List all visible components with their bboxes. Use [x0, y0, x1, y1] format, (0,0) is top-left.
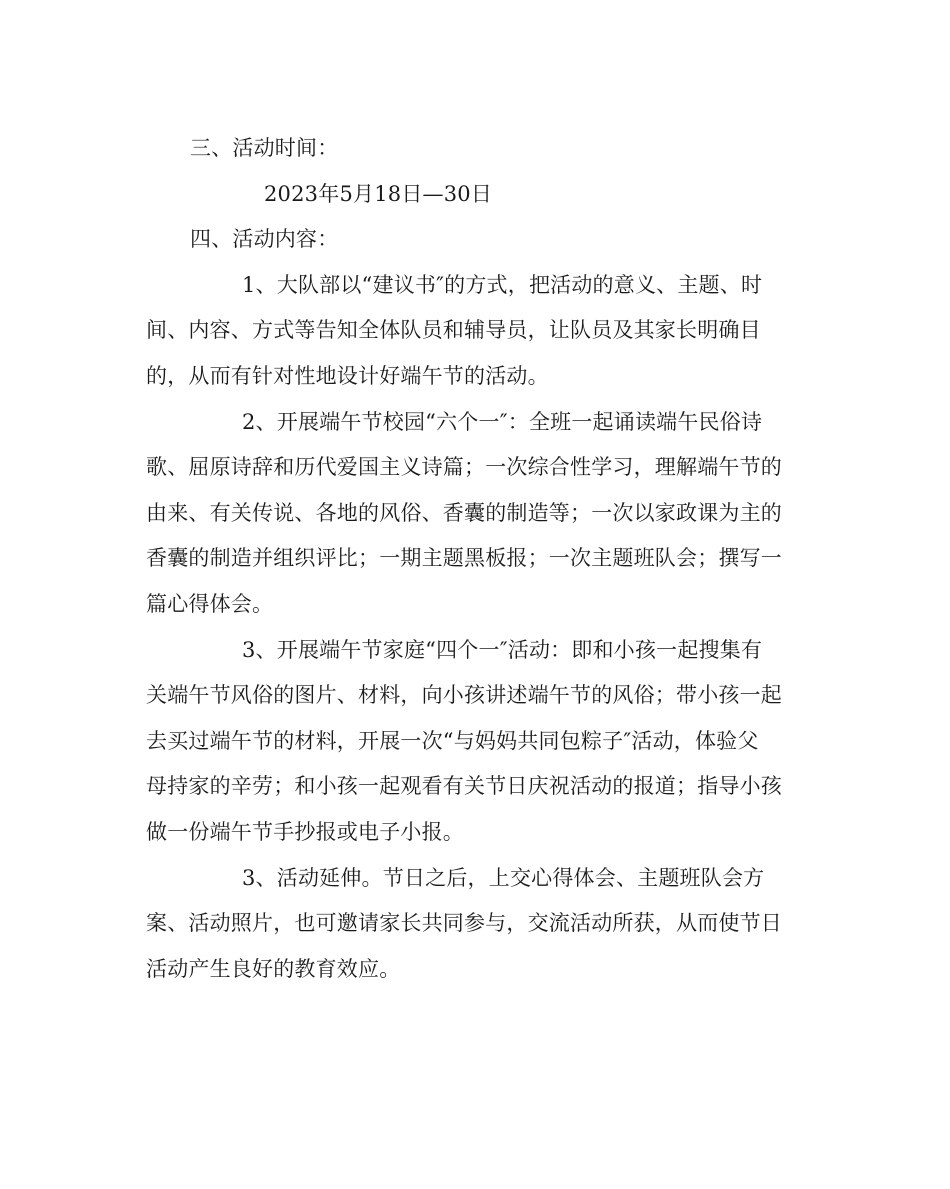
paragraph-line: 1、大队部以“建议书″的方式，把活动的意义、主题、时 [242, 272, 763, 297]
content-item-2 [146, 400, 808, 628]
paragraph-line: 由来、有关传说、各地的风俗、香囊的制造等；一次以家政课为主的 [146, 500, 782, 525]
paragraph-line: 香囊的制造并组织评比；一期主题黑板报；一次主题班队会；撰写一 [146, 546, 782, 571]
paragraph-line: 3、活动延伸。节日之后，上交心得体会、主题班队会方 [242, 865, 765, 890]
content-item-1 [146, 263, 808, 400]
paragraph-line: 活动产生良好的教育效应。 [146, 956, 401, 981]
paragraph-line: 3、开展端午节家庭“四个一″活动：即和小孩一起搜集有 [242, 637, 763, 662]
paragraph-line: 去买过端午节的材料，开展一次“与妈妈共同包粽子″活动，体验父 [146, 728, 759, 753]
paragraph-line: 的，从而有针对性地设计好端午节的活动。 [146, 363, 549, 388]
content-item-4 [146, 856, 808, 993]
paragraph-line: 关端午节风俗的图片、材料，向小孩讲述端午节的风俗；带小孩一起 [146, 683, 782, 708]
activity-date-range: 2023年5月18日—30日 [264, 181, 493, 206]
section-heading-activity-content: 四、活动内容： [190, 227, 339, 252]
paragraph-line: 案、活动照片，也可邀请家长共同参与，交流活动所获，从而使节日 [146, 911, 782, 936]
content-item-3 [146, 628, 808, 856]
paragraph-line: 母持家的辛劳；和小孩一起观看有关节日庆祝活动的报道；指导小孩 [146, 774, 782, 799]
document-body [146, 126, 808, 992]
paragraph-line: 间、内容、方式等告知全体队员和辅导员，让队员及其家长明确目 [146, 318, 761, 343]
section-heading-activity-time: 三、活动时间： [190, 136, 339, 160]
paragraph-line: 歌、屈原诗辞和历代爱国主义诗篇；一次综合性学习，理解端午节的 [146, 455, 782, 480]
paragraph-line: 篇心得体会。 [146, 591, 274, 616]
paragraph-line: 2、开展端午节校园“六个一″：全班一起诵读端午民俗诗 [242, 409, 763, 434]
paragraph-line: 做一份端午节手抄报或电子小报。 [146, 819, 464, 844]
